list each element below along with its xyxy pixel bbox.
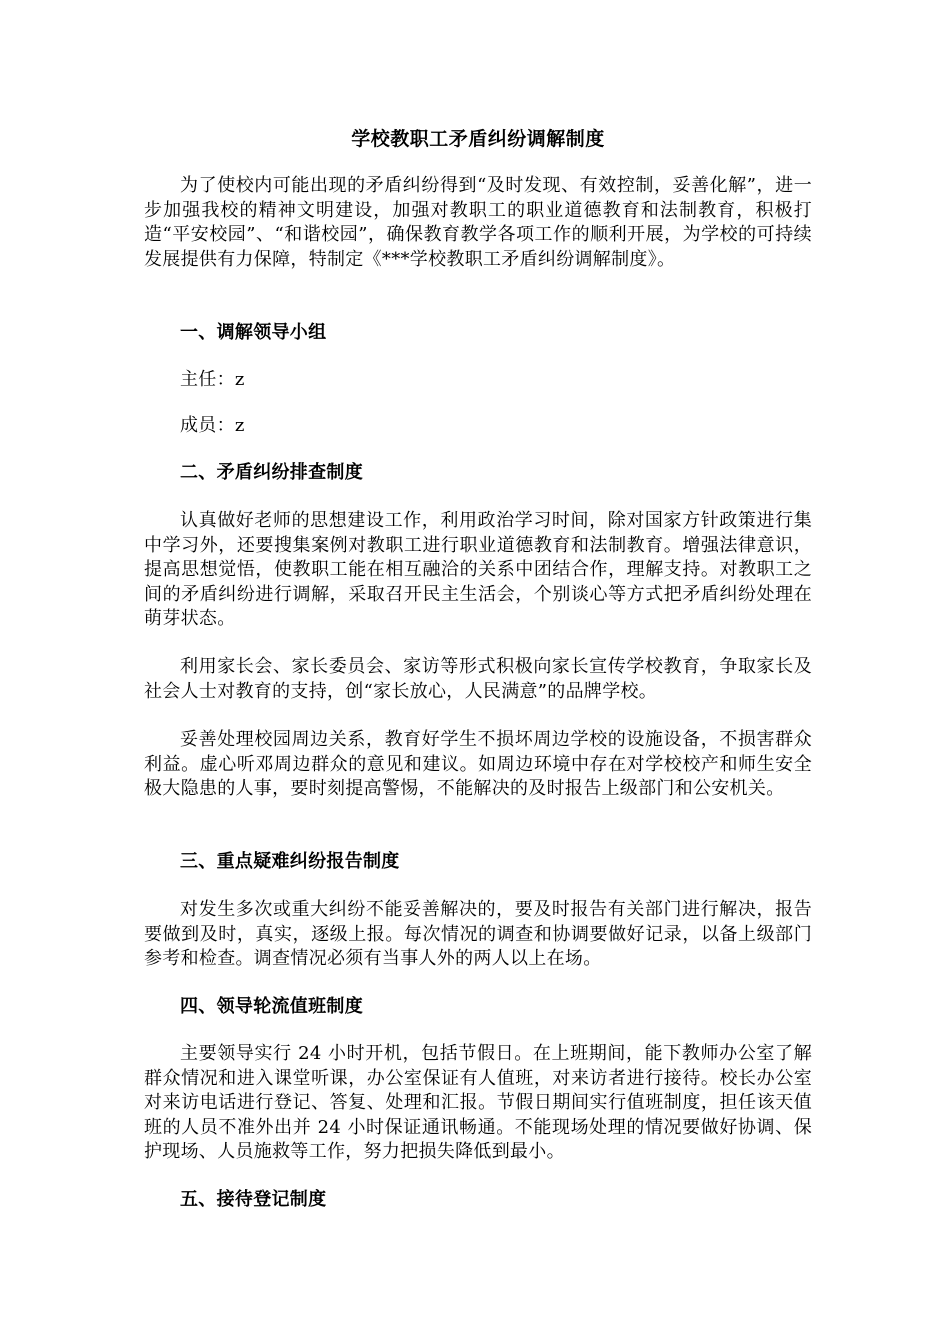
screening-paragraph-1: 认真做好老师的思想建设工作，利用政治学习时间，除对国家方针政策进行集中学习外，还要搜集案例对教职工进行职业道德教育和法制教育。增强法律意识，提高思想觉悟，使教职工能在相互融洽的关系中团结合作，理解支持。对教职工之间的矛盾纠纷进行调解，采取召开民主生活会，个别谈心等方式把矛盾纠纷处理在萌芽状态。 — [144, 510, 812, 629]
section-heading-dispute-screening: 二、矛盾纠纷排查制度 — [180, 462, 363, 483]
section-heading-report-system: 三、重点疑难纠纷报告制度 — [180, 851, 400, 872]
intro-paragraph: 为了使校内可能出现的矛盾纠纷得到“及时发现、有效控制，妥善化解”，进一步加强我校的精神文明建设，加强对教职工的职业道德教育和法制教育，积极打造“平安校园”、“和谐校园”，确保教育教学各项工作的顺利开展，为学校的可持续发展提供有力保障，特制定《***学校教职工矛盾纠纷调解制度》。 — [144, 175, 812, 270]
document-title: 学校教职工矛盾纠纷调解制度 — [351, 128, 605, 150]
director-field: 主任：z — [180, 369, 245, 390]
section-heading-reception-registration: 五、接待登记制度 — [180, 1189, 327, 1210]
document-page — [144, 0, 812, 1344]
members-field: 成员：z — [180, 415, 245, 436]
screening-paragraph-2: 利用家长会、家长委员会、家访等形式积极向家长宣传学校教育，争取家长及社会人士对教育的支持，创“家长放心，人民满意”的品牌学校。 — [144, 656, 812, 702]
duty-paragraph-1: 主要领导实行 24 小时开机，包括节假日。在上班期间，能下教师办公室了解群众情况和进入课堂听课，办公室保证有人值班，对来访者进行接待。校长办公室对来访电话进行登记、答复、处理和汇报。节假日期间实行值班制度，担任该天值班的人员不准外出并 24 小时保证通讯畅通。不能现场处理的情况要做好协调、保护现场、人员施救等工作，努力把损失降低到最小。 — [144, 1043, 812, 1162]
section-heading-duty-rotation: 四、领导轮流值班制度 — [180, 996, 363, 1017]
section-heading-leadership-group: 一、调解领导小组 — [180, 322, 327, 343]
screening-paragraph-3: 妥善处理校园周边关系，教育好学生不损坏周边学校的设施设备，不损害群众利益。虚心听邓周边群众的意见和建议。如周边环境中存在对学校校产和师生安全极大隐患的人事，要时刻提高警惕，不能解决的及时报告上级部门和公安机关。 — [144, 729, 812, 799]
report-paragraph-1: 对发生多次或重大纠纷不能妥善解决的，要及时报告有关部门进行解决，报告要做到及时，真实，逐级上报。每次情况的调查和协调要做好记录，以备上级部门参考和检查。调查情况必须有当事人外的两人以上在场。 — [144, 899, 812, 969]
